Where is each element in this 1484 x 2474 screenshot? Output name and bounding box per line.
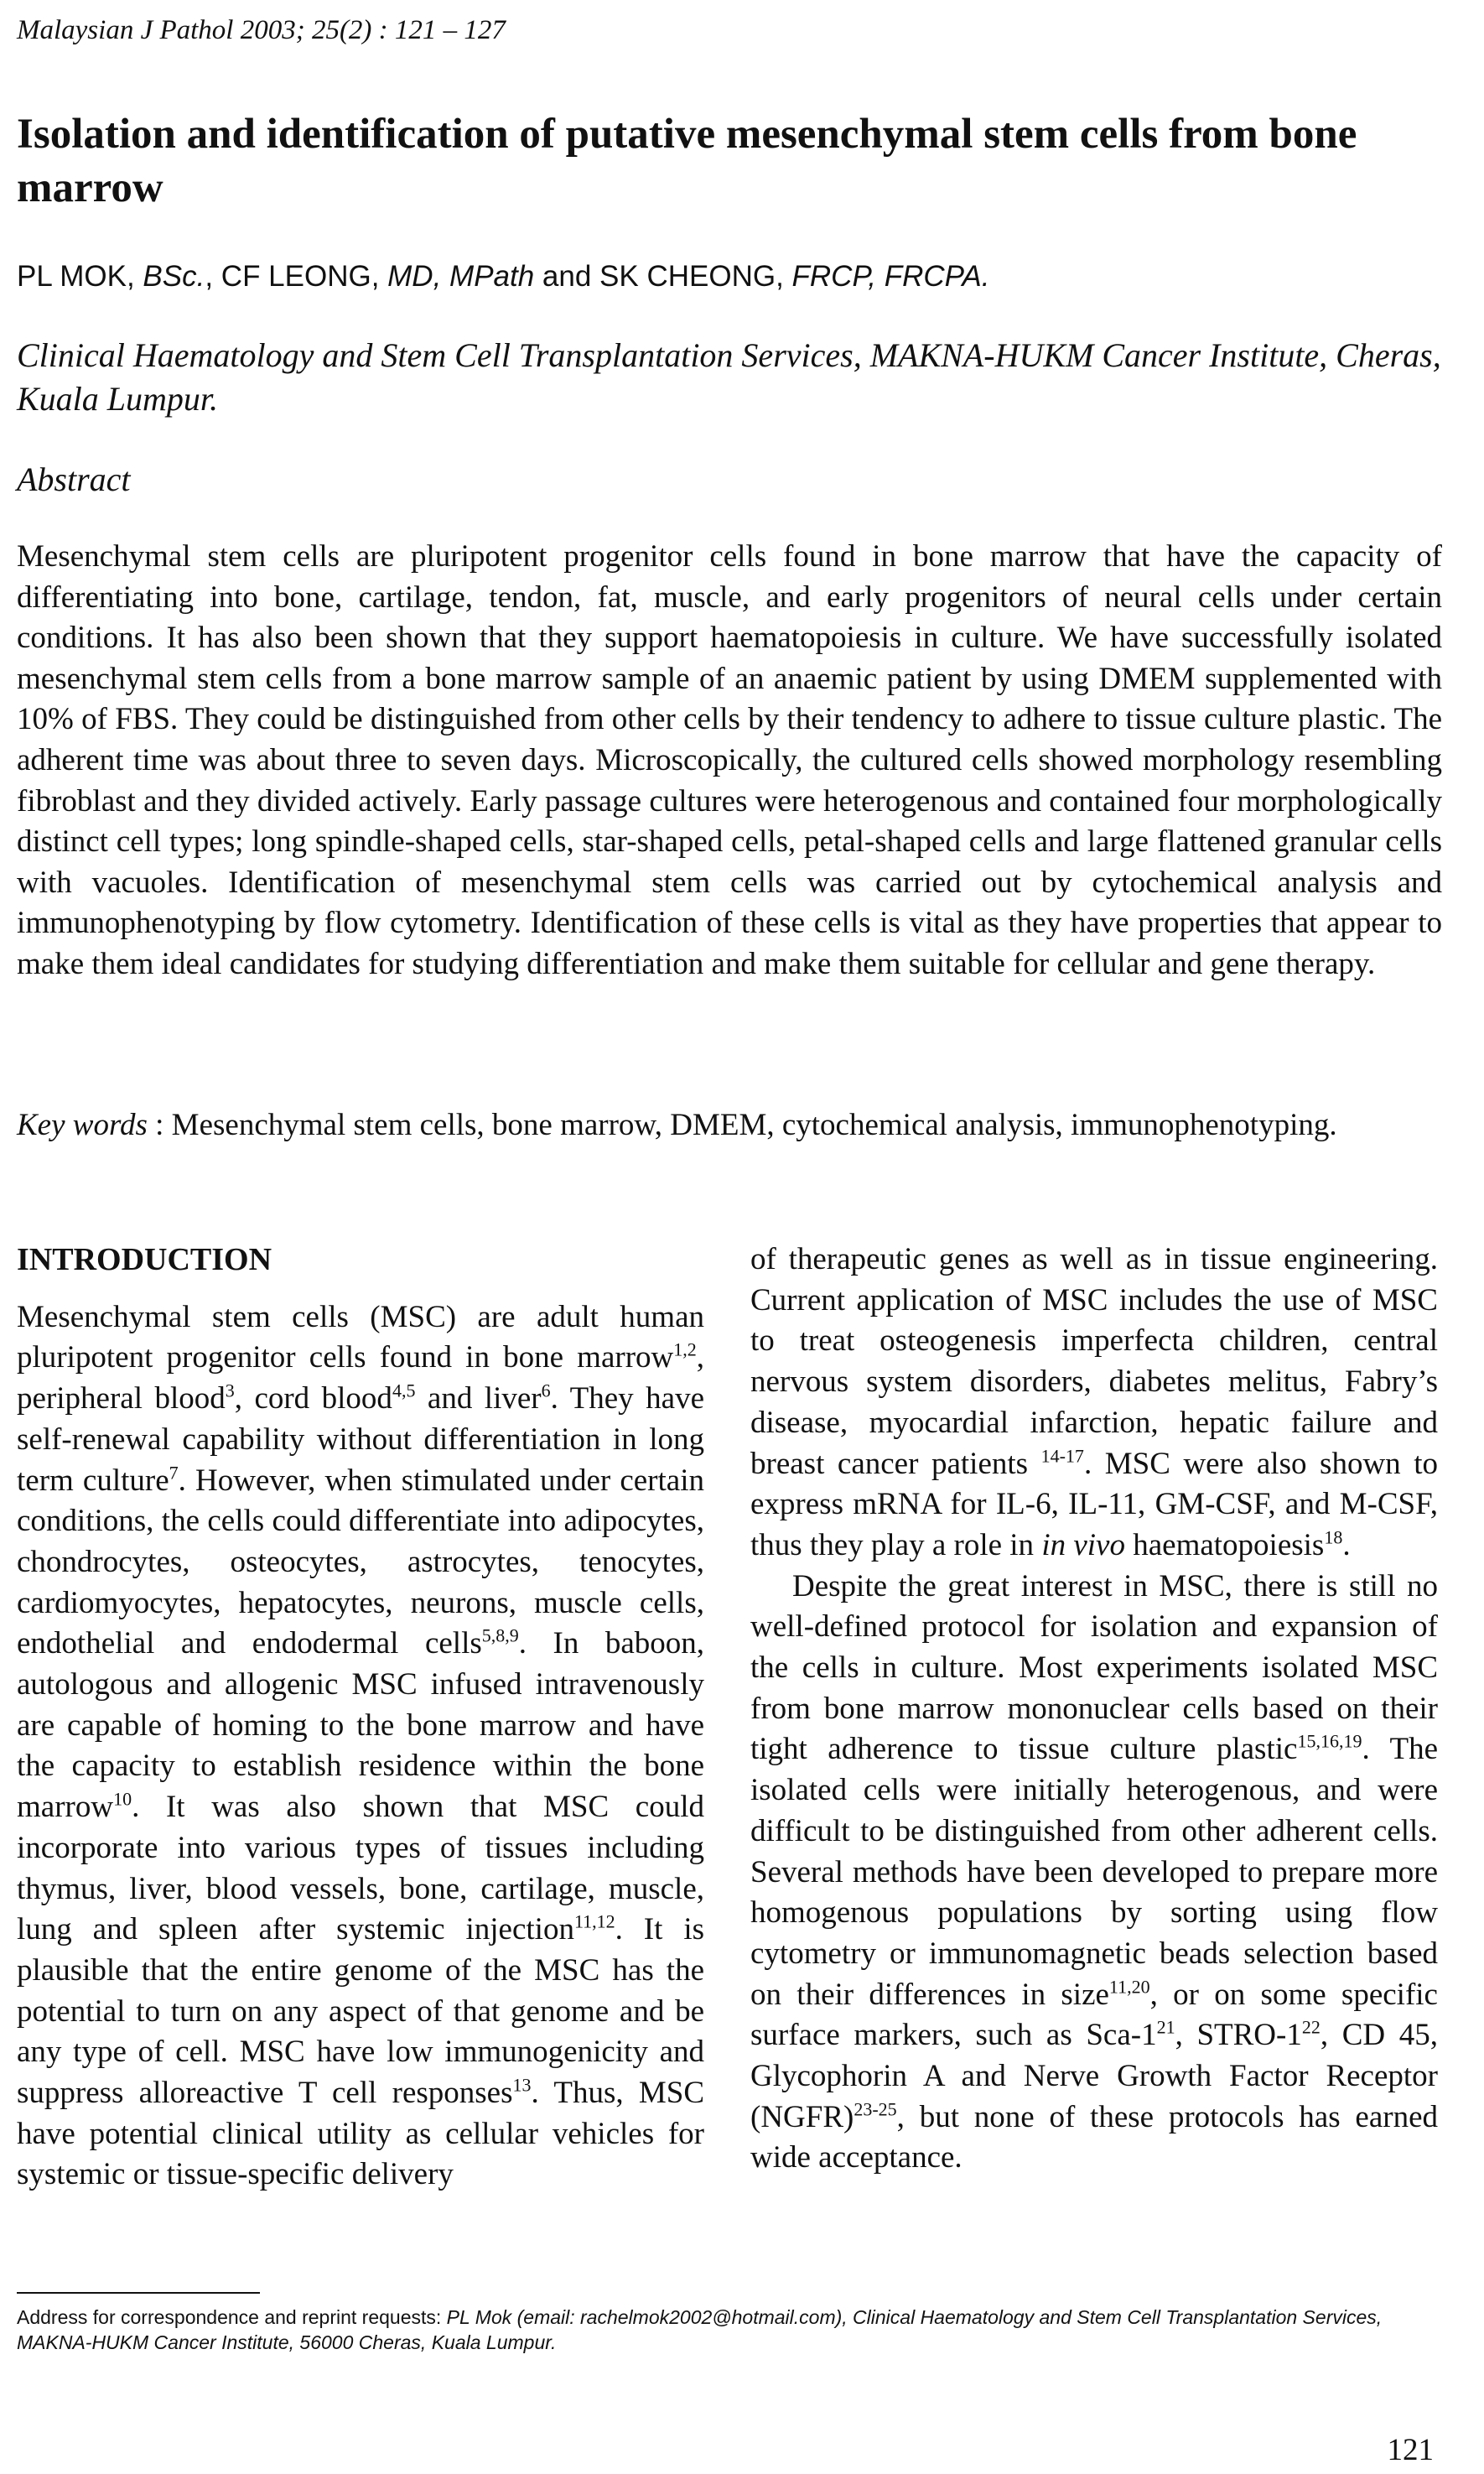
right-column bbox=[750, 1240, 1438, 2179]
journal-reference: Malaysian J Pathol 2003; 25(2) : 121 – 127 bbox=[17, 15, 506, 45]
italic-term: in vivo bbox=[1041, 1527, 1125, 1562]
text-run: , CD 45, Glycophorin A and Nerve Growth Factor Receptor (NGFR) bbox=[750, 2018, 1438, 2134]
correspondence-footnote bbox=[17, 2305, 1459, 2355]
abstract-body: Mesenchymal stem cells are pluripotent progenitor cells found in bone marrow that have the capacity of differentiating into bone, cartilage, tendon, fat, muscle, and early progenitors of neural cells under certain conditions. It has also been shown that they support haematopoiesis in culture. We have successfully isolated mesenchymal stem cells from a bone marrow sample of an anaemic patient by using DMEM supplemented with 10% of FBS. They could be distinguished from other cells by their tendency to adhere to tissue culture plastic. The adherent time was about three to seven days. Microscopically, the cultured cells showed morphology resembling fibroblast and they divided actively. Early passage cultures were heterogenous and contained four morphologically distinct cell types; long spindle-shaped cells, star-shaped cells, petal-shaped cells and large flattened granular cells with vacuoles. Identification of mesenchymal stem cells was carried out by cytochemical analysis and immunophenotyping by flow cytometry. Identification of these cells is vital as they have properties that appear to make them ideal candidates for studying differentiation and make them suitable for cellular and gene therapy. bbox=[17, 539, 1442, 981]
text-run: of therapeutic genes as well as in tissue engineering. Current application of MSC includes the use of MSC to treat osteogenesis imperfecta children, central nervous system disorders, diabetes melitus, Fabry’s disease, myocardial infarction, hepatic failure and breast cancer patients bbox=[750, 1242, 1438, 1481]
text-run: . MSC were also shown to express mRNA for IL-6, IL-11, GM-CSF, and M-CSF, thus they play a role in bbox=[750, 1446, 1438, 1562]
text-run: . They have self-renewal capability without differentiation in long term culture bbox=[17, 1381, 704, 1498]
text-run: haematopoiesis bbox=[1124, 1527, 1325, 1562]
author-1-name: PL MOK, bbox=[17, 260, 143, 293]
text-run: and liver bbox=[415, 1381, 542, 1416]
keywords bbox=[17, 1105, 1442, 1146]
text-run: . However, when stimulated under certain conditions, the cells could differentiate into adipocytes, chondrocytes, osteocytes, astrocytes, tenocytes, cardiomyocytes, hepatocytes, neurons, muscle cells, endothelial and endodermal cells bbox=[17, 1463, 704, 1661]
citation: 22 bbox=[1301, 2017, 1321, 2039]
citation: 11,20 bbox=[1108, 1976, 1150, 1998]
author-line bbox=[17, 260, 990, 294]
text-run: . Thus, MSC have potential clinical utility as cellular vehicles for systemic or tissue-specific delivery bbox=[17, 2076, 704, 2192]
citation: 7 bbox=[169, 1462, 179, 1484]
citation: 6 bbox=[541, 1380, 551, 1401]
text-run: Mesenchymal stem cells (MSC) are adult human pluripotent progenitor cells found in bone marrow bbox=[17, 1299, 704, 1375]
citation: 23-25 bbox=[854, 2098, 897, 2120]
text-run: Despite the great interest in MSC, there is still no well-defined protocol for isolation and expansion of the cells in culture. Most experiments isolated MSC from bone marrow mononuclear cells based on their tight adherence to tissue culture plastic bbox=[750, 1568, 1438, 1767]
citation: 5,8,9 bbox=[481, 1625, 519, 1646]
citation: 11,12 bbox=[573, 1910, 615, 1932]
author-3-name: and SK CHEONG, bbox=[534, 260, 792, 293]
page-number: 121 bbox=[1387, 2433, 1434, 2467]
citation: 3 bbox=[225, 1380, 235, 1401]
intro-paragraph-1-continued bbox=[750, 1240, 1438, 1567]
citation: 10 bbox=[113, 1788, 132, 1810]
citation: 1,2 bbox=[673, 1339, 697, 1361]
text-run: . It was also shown that MSC could incorporate into various types of tissues including thymus, liver, blood vessels, bone, cartilage, muscle, lung and spleen after systemic injection bbox=[17, 1790, 704, 1947]
footnote-divider bbox=[17, 2292, 260, 2294]
intro-paragraph-1 bbox=[17, 1297, 704, 2196]
text-run: . bbox=[1342, 1527, 1351, 1562]
text-run: . In baboon, autologous and allogenic MSC infused intravenously are capable of homing to the bone marrow and have the capacity to establish residence within the bone marrow bbox=[17, 1626, 705, 1825]
footnote-text: PL Mok (email: rachelmok2002@hotmail.com), Clinical Haematology and Stem Cell Transplantation Services, MAKNA-HUKM Cancer Institute, 56000 Cheras, Kuala Lumpur. bbox=[17, 2306, 1383, 2353]
keywords-label: Key words bbox=[17, 1108, 148, 1142]
citation: 18 bbox=[1324, 1526, 1343, 1548]
keywords-text: : Mesenchymal stem cells, bone marrow, DMEM, cytochemical analysis, immunophenotyping. bbox=[147, 1108, 1337, 1142]
text-run: , or on some specific surface markers, such as Sca-1 bbox=[750, 1977, 1438, 2053]
text-run: , but none of these protocols has earned wide acceptance. bbox=[750, 2099, 1438, 2175]
citation: 15,16,19 bbox=[1297, 1731, 1362, 1753]
text-run: . It is plausible that the entire genome of the MSC has the potential to turn on any aspect of that genome and be any type of cell. MSC have low immunogenicity and suppress alloreactive T cell responses bbox=[17, 1912, 704, 2111]
author-2-degree: MD, MPath bbox=[387, 260, 535, 293]
citation: 13 bbox=[512, 2074, 532, 2096]
abstract-heading: Abstract bbox=[17, 460, 131, 498]
text-run: , cord blood bbox=[234, 1381, 392, 1416]
citation: 4,5 bbox=[392, 1380, 416, 1401]
intro-paragraph-2 bbox=[750, 1567, 1438, 2180]
text-run: , peripheral blood bbox=[17, 1340, 704, 1416]
article-title: Isolation and identification of putative mesenchymal stem cells from bone marrow bbox=[17, 111, 1357, 211]
author-3-degree: FRCP, FRCPA. bbox=[791, 260, 990, 293]
text-run: . The isolated cells were initially heterogenous, and were difficult to be distinguished from other adherent cells. Several methods have been developed to prepare more homogenous populations by sorting using flow cytometry or immunomagnetic beads selection based on their differences in size bbox=[750, 1732, 1439, 2012]
introduction-heading: INTRODUCTION bbox=[17, 1242, 272, 1277]
left-column bbox=[17, 1240, 704, 2196]
affiliation: Clinical Haematology and Stem Cell Transplantation Services, MAKNA-HUKM Cancer Institute, Cheras, Kuala Lumpur. bbox=[17, 336, 1441, 418]
author-2-name: , CF LEONG, bbox=[205, 260, 388, 293]
citation: 21 bbox=[1156, 2017, 1175, 2039]
text-run: , STRO-1 bbox=[1175, 2018, 1302, 2053]
citation: 14-17 bbox=[1040, 1445, 1084, 1467]
footnote-label: Address for correspondence and reprint requests: bbox=[17, 2306, 447, 2328]
author-1-degree: BSc. bbox=[143, 260, 205, 293]
